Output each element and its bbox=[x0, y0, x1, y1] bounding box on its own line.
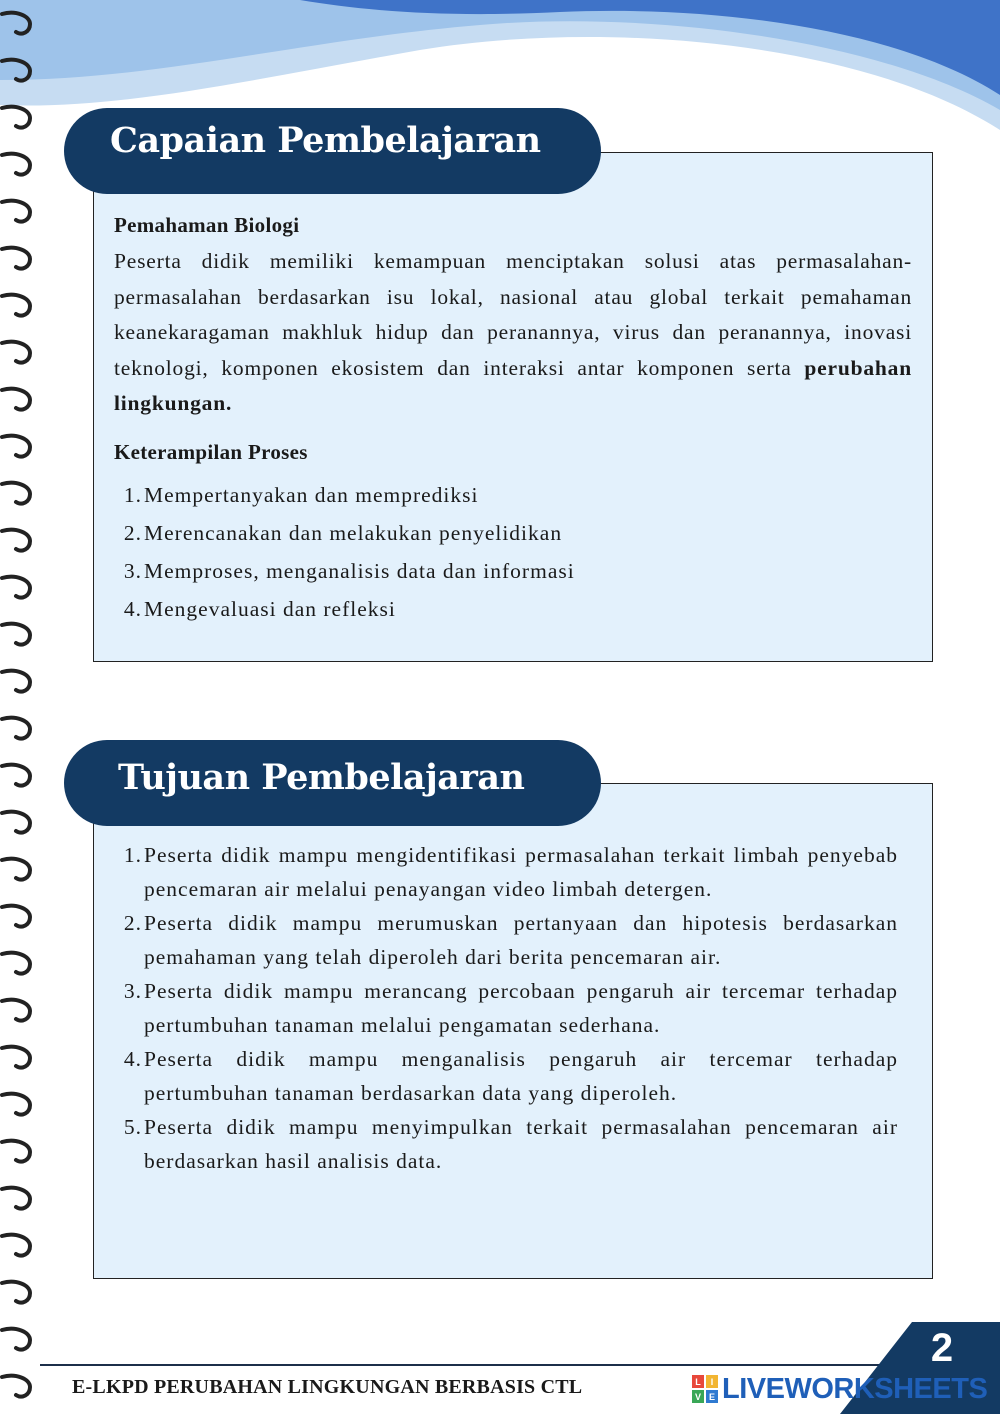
list-item-text: Mempertanyakan dan memprediksi bbox=[144, 483, 479, 507]
spiral-ring bbox=[2, 765, 30, 786]
spiral-ring bbox=[2, 1094, 30, 1115]
spiral-ring bbox=[2, 201, 30, 222]
spiral-ring bbox=[2, 483, 30, 504]
learning-objectives-title: Tujuan Pembelajaran bbox=[64, 740, 601, 826]
spiral-ring bbox=[2, 1047, 30, 1068]
list-item bbox=[114, 974, 898, 1042]
spiral-ring bbox=[2, 13, 30, 34]
list-item-text: Peserta didik mampu merumuskan pertanyaan dan hipotesis berdasarkan pemahaman yang telah diperoleh dari berita pencemaran air. bbox=[144, 911, 898, 969]
liveworksheets-wordmark: LIVEWORKSHEETS bbox=[722, 1372, 988, 1405]
spiral-ring bbox=[2, 530, 30, 551]
list-item-number: 4. bbox=[123, 1047, 142, 1071]
process-skills-list bbox=[114, 476, 575, 628]
learning-objectives-card bbox=[93, 783, 933, 1279]
list-item-text: Merencanakan dan melakukan penyelidikan bbox=[144, 521, 563, 545]
spiral-ring bbox=[2, 859, 30, 880]
spiral-ring bbox=[2, 248, 30, 269]
spiral-ring bbox=[2, 60, 30, 81]
spiral-ring bbox=[2, 812, 30, 833]
spiral-ring bbox=[2, 107, 30, 128]
page-number: 2 bbox=[930, 1326, 954, 1370]
spiral-ring bbox=[2, 1235, 30, 1256]
list-item-number: 5. bbox=[123, 1115, 142, 1139]
list-item-number: 1. bbox=[123, 483, 142, 507]
list-item-text: Peserta didik mampu menyimpulkan terkait permasalahan pencemaran air berdasarkan hasil analisis data. bbox=[144, 1115, 898, 1173]
spiral-ring bbox=[2, 295, 30, 316]
learning-objectives-list bbox=[114, 838, 898, 1178]
list-item bbox=[114, 838, 898, 906]
spiral-ring bbox=[2, 1282, 30, 1303]
spiral-ring bbox=[2, 1329, 30, 1350]
list-item-text: Mengevaluasi dan refleksi bbox=[144, 597, 396, 621]
footer-title: E-LKPD PERUBAHAN LINGKUNGAN BERBASIS CTL bbox=[72, 1376, 583, 1398]
list-item bbox=[114, 1042, 898, 1110]
list-item bbox=[114, 906, 898, 974]
spiral-ring bbox=[2, 389, 30, 410]
process-skills-heading: Keterampilan Proses bbox=[114, 440, 308, 464]
logo-letter-i: I bbox=[710, 1377, 714, 1387]
biology-understanding-heading: Pemahaman Biologi bbox=[114, 213, 300, 237]
liveworksheets-brand[interactable] bbox=[692, 1372, 987, 1406]
spiral-ring bbox=[2, 577, 30, 598]
paragraph-text: Peserta didik memiliki kemampuan menciptakan solusi atas permasalahan-permasalahan berdasarkan isu lokal, nasional atau global terkait pemahaman keanekaragaman makhluk hidup dan peranannya, virus dan peranannya, inovasi teknologi, komponen ekosistem dan interaksi antar komponen serta bbox=[114, 249, 912, 380]
list-item bbox=[114, 476, 575, 514]
learning-outcomes-card bbox=[93, 152, 933, 662]
spiral-ring bbox=[2, 342, 30, 363]
list-item-text: Peserta didik mampu merancang percobaan pengaruh air tercemar terhadap pertumbuhan tanaman melalui pengamatan sederhana. bbox=[144, 979, 898, 1037]
list-item bbox=[114, 552, 575, 590]
spiral-ring bbox=[2, 154, 30, 175]
spiral-ring bbox=[2, 624, 30, 645]
spiral-ring bbox=[2, 1000, 30, 1021]
list-item-number: 2. bbox=[123, 911, 142, 935]
spiral-ring bbox=[2, 436, 30, 457]
learning-outcomes-paragraph bbox=[114, 244, 912, 422]
list-item-number: 3. bbox=[123, 979, 142, 1003]
spiral-ring bbox=[2, 953, 30, 974]
list-item-number: 1. bbox=[123, 843, 142, 867]
spiral-ring bbox=[2, 906, 30, 927]
spiral-ring bbox=[2, 718, 30, 739]
paragraph-bold-text: perubahan lingkungan. bbox=[114, 355, 912, 415]
list-item-number: 4. bbox=[123, 597, 142, 621]
list-item-text: Memproses, menganalisis data dan informasi bbox=[144, 559, 575, 583]
liveworksheets-logo-icon bbox=[692, 1375, 718, 1403]
list-item bbox=[114, 590, 575, 628]
list-item-number: 3. bbox=[123, 559, 142, 583]
list-item-text: Peserta didik mampu menganalisis pengaruh air tercemar terhadap pertumbuhan tanaman berdasarkan data yang diperoleh. bbox=[144, 1047, 898, 1105]
list-item-text: Peserta didik mampu mengidentifikasi permasalahan terkait limbah penyebab pencemaran air melalui penayangan video limbah detergen. bbox=[144, 843, 898, 901]
list-item bbox=[114, 514, 575, 552]
spiral-ring bbox=[2, 1141, 30, 1162]
list-item-number: 2. bbox=[123, 521, 142, 545]
logo-letter-e: E bbox=[708, 1392, 716, 1402]
logo-letter-l: L bbox=[695, 1377, 701, 1387]
learning-outcomes-title: Capaian Pembelajaran bbox=[64, 108, 601, 194]
spiral-ring bbox=[2, 671, 30, 692]
list-item bbox=[114, 1110, 898, 1178]
spiral-ring bbox=[2, 1188, 30, 1209]
spiral-binding-icon bbox=[0, 0, 40, 1414]
spiral-ring bbox=[2, 1376, 30, 1397]
logo-letter-v: V bbox=[694, 1392, 702, 1402]
